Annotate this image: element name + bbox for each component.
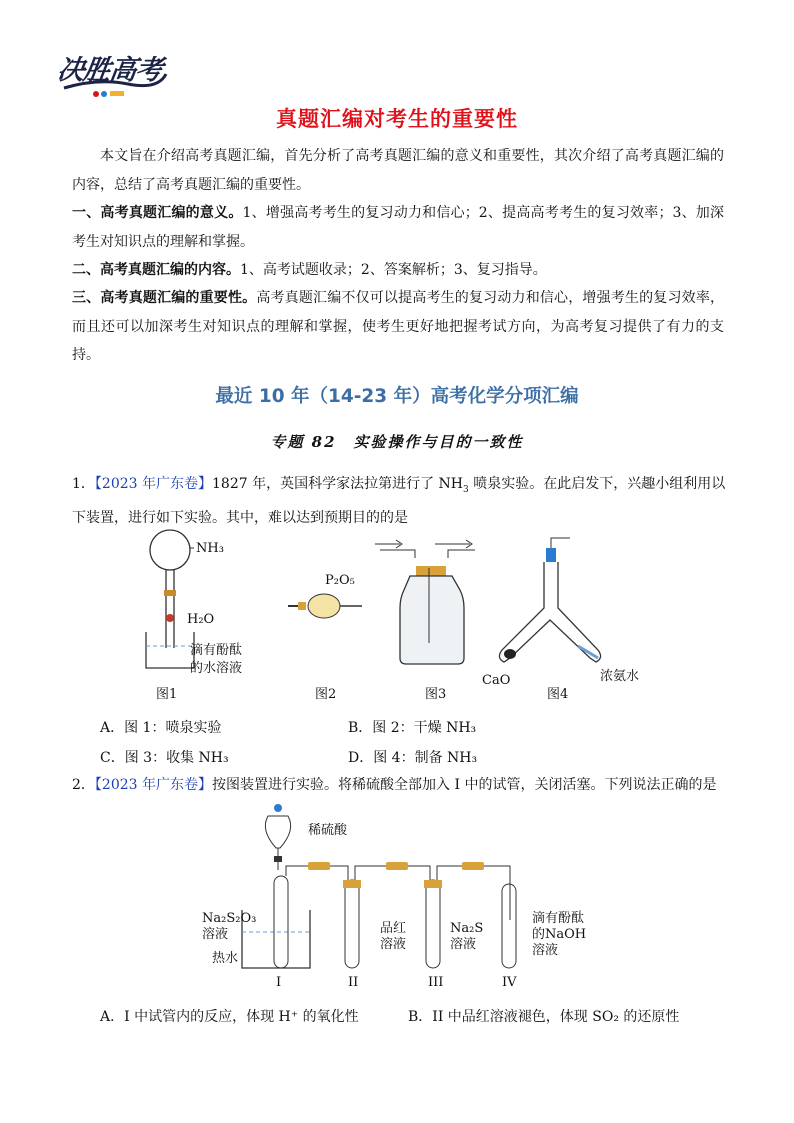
fig-q2-label-solution-3: 溶液 (450, 937, 477, 952)
fig3-caption: 图3 (425, 687, 447, 702)
question-1 (72, 470, 732, 533)
question-2-number: 2． (72, 777, 95, 793)
fig1-caption: 图1 (156, 687, 178, 702)
fig2-label-p2o5: P₂O₅ (325, 573, 355, 588)
fig4-label-cao: CaO (482, 673, 511, 688)
question-1-sub: 3 (463, 484, 469, 495)
logo-swoosh-icon (58, 44, 170, 102)
point-3-head: 三、高考真题汇编的重要性。 (72, 290, 257, 306)
fig-q2-label-solution-4: 溶液 (532, 943, 559, 958)
fig-q2-label-phenol: 滴有酚酞 (532, 911, 585, 926)
fig-q2-caption-4: IV (502, 975, 517, 990)
q2-option-b: B．II 中品红溶液褪色，体现 SO₂ 的还原性 (408, 1009, 680, 1025)
fig-q2-label-acid: 稀硫酸 (308, 823, 348, 838)
question-1-source: 【2023 年广东卷】 (94, 476, 213, 492)
point-1-text: 1、增强高考考生的复习动力和信心；2、提高高考考生的复习效率；3、加深考生对知识点的理解和掌握。 (72, 205, 724, 250)
question-1-number: 1． (72, 476, 95, 492)
point-2-head: 二、高考真题汇编的内容。 (72, 262, 240, 278)
point-2-text: 1、高考试题收录；2、答案解析；3、复习指导。 (240, 262, 547, 278)
fig-q2-label-na2s2o3: Na₂S₂O₃ (202, 911, 257, 926)
question-2 (72, 771, 732, 800)
q1-option-a: A．图 1：喷泉实验 (100, 720, 222, 736)
q1-option-b: B．图 2：干燥 NH₃ (348, 720, 477, 736)
fig-q2-caption-3: III (428, 975, 444, 990)
question-1-figure (130, 528, 710, 708)
fig1-label-h2o: H₂O (187, 612, 215, 627)
fig-q2-label-hot-water: 热水 (212, 951, 239, 966)
question-1-text-b: 喷泉实验。在此启发下，兴趣小组利用以下装置，进行如下实验。其中，难以达到预期目的的是 (72, 476, 726, 527)
fig1-label-nh3: NH₃ (196, 541, 224, 556)
fig-q2-label-pinhong: 品红 (380, 921, 407, 936)
fig2-caption: 图2 (315, 687, 337, 702)
intro-paragraph: 本文旨在介绍高考真题汇编，首先分析了高考真题汇编的意义和重要性，其次介绍了高考真题汇编的内容，总结了高考真题汇编的重要性。 (72, 148, 724, 193)
point-1 (72, 199, 724, 256)
fig-q2-label-naoh: 的NaOH (532, 927, 587, 942)
fig4-caption: 图4 (547, 687, 569, 702)
question-2-source: 【2023 年广东卷】 (94, 777, 213, 793)
fig-q2-caption-2: II (348, 975, 359, 990)
fig1-label-liquid-1: 滴有酚酞 (190, 643, 243, 658)
page-title: 真题汇编对考生的重要性 (276, 107, 518, 131)
point-2 (72, 256, 724, 285)
section-title: 最近 10 年（14-23 年）高考化学分项汇编 (215, 386, 579, 407)
point-3-text: 高考真题汇编不仅可以提高考生的复习动力和信心，增强考生的复习效率，而且还可以加深考生对知识点的理解和掌握，使考生更好地把握考试方向，为高考复习提供了有力的支持。 (72, 290, 724, 363)
topic-heading: 专题 82 实验操作与目的一致性 (270, 433, 524, 451)
question-2-figure (190, 800, 610, 990)
q1-option-d: D．图 4：制备 NH₃ (348, 750, 478, 766)
point-1-head: 一、高考真题汇编的意义。 (72, 205, 243, 221)
fig4-label-ammonia: 浓氨水 (600, 669, 640, 684)
fig-q2-label-na2s: Na₂S (450, 921, 484, 936)
logo-text: 决胜高考 (55, 55, 164, 86)
q1-option-c: C．图 3：收集 NH₃ (100, 750, 229, 766)
question-1-text-a: 1827 年，英国科学家法拉第进行了 NH (212, 476, 464, 492)
point-3 (72, 284, 724, 370)
q2-option-a: A．I 中试管内的反应，体现 H⁺ 的氧化性 (100, 1009, 359, 1025)
fig-q2-label-solution-1: 溶液 (202, 927, 229, 942)
fig1-label-liquid-2: 的水溶液 (190, 661, 243, 676)
fig-q2-label-solution-2: 溶液 (380, 937, 407, 952)
question-2-text: 按图装置进行实验。将稀硫酸全部加入 I 中的试管，关闭活塞。下列说法正确的是 (212, 777, 717, 793)
brand-logo (55, 44, 170, 102)
fig-q2-caption-1: I (276, 975, 282, 990)
